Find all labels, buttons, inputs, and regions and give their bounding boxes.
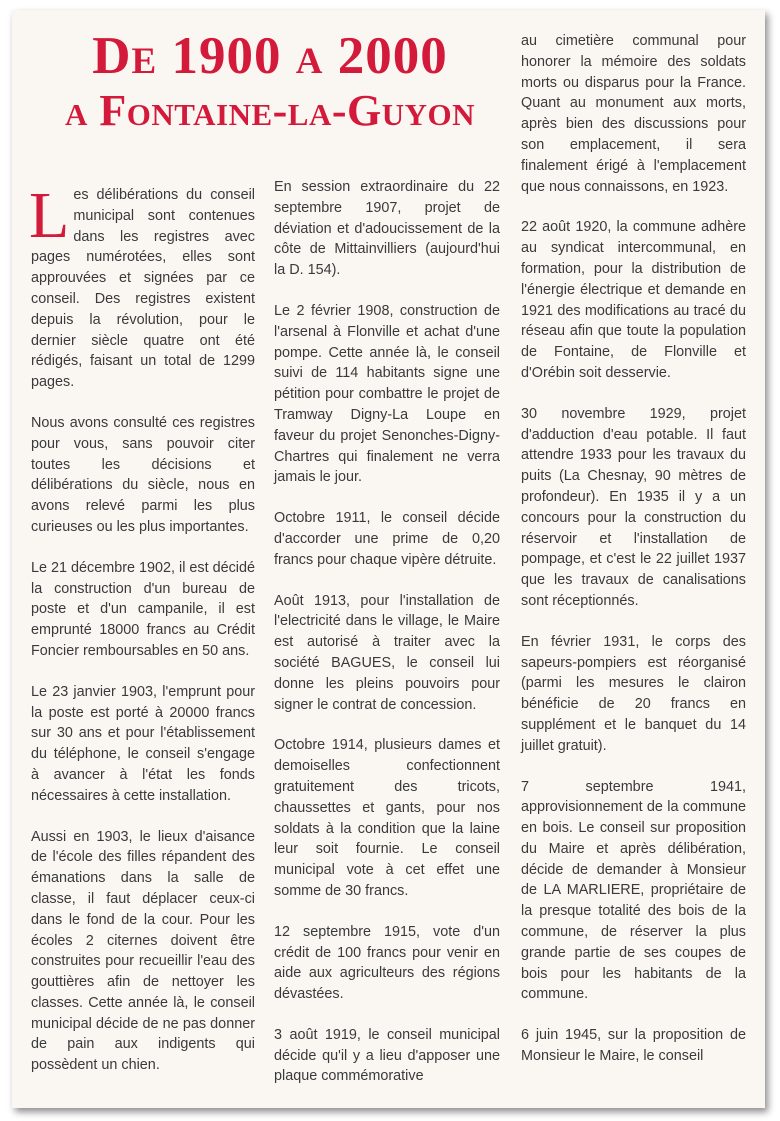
paragraph: 3 août 1919, le conseil municipal décide qu'il y a lieu d'apposer une plaque commémorative: [274, 1026, 500, 1085]
paragraph: 7 septembre 1941, approvisionnement de la commune en bois. Le conseil sur proposition du Maire et après délibération, décide de demander à Monsieur de LA MARLIERE, propriétaire de la presque totalité des bois de la commune, de réserver la plus grande partie de ses coupes de bois pour les habitants de la commune.: [521, 778, 746, 1003]
paragraph: Octobre 1914, plusieurs dames et demoiselles confectionnent gratuitement des tricots, chaussettes et gants, pour nos soldats à la condition que la laine leur soit fournie. Le conseil municipal vote à cet effet une somme de 30 francs.: [274, 737, 500, 899]
paragraph: au cimetière communal pour honorer la mémoire des soldats morts ou disparus pour la France. Quant au monument aux morts, après bien des discussions pour son emplacement, il sera finalement érigé à l'emplacement que nous connaissons, en 1923.: [521, 33, 746, 195]
paragraph: En session extraordinaire du 22 septembre 1907, projet de déviation et d'adoucissement de la côte de Mittainvilliers (aujourd'hui la D. 154).: [274, 179, 500, 279]
paragraph: Le 2 février 1908, construction de l'arsenal à Flonville et achat d'une pompe. Cette année là, le conseil suivi de 114 habitants signe une pétition pour combattre le projet de Tramway Digny-La Loupe en faveur du projet Senonches-Digny-Chartres qui finalement ne verra jamais le jour.: [274, 302, 500, 486]
paragraph: Aussi en 1903, le lieux d'aisance de l'école des filles répandent des émanations dans la salle de classe, il faut déplacer ceux-ci dans le fond de la cour. Pour les écoles 2 citernes doivent être construites pour recueillir l'eau des gouttières afin de nettoyer les classes. Cette année là, le conseil municipal décide de ne pas donner de pain aux indigents qui possèdent un chien.: [31, 828, 255, 1074]
paragraph: Octobre 1911, le conseil décide d'accorder une prime de 0,20 francs pour chaque vipère détruite.: [274, 510, 500, 568]
text-column-2: [274, 177, 500, 1107]
document-page: [12, 10, 765, 1108]
paragraph: 30 novembre 1929, projet d'adduction d'eau potable. Il faut attendre 1933 pour les travaux du puits (La Chesnay, 90 mètres de profondeur). En 1935 il y a un concours pour la construction du réservoir et l'installation de pompage, et c'est le 22 juillet 1937 que les travaux de canalisations sont réceptionnés.: [521, 405, 746, 609]
paragraph: Août 1913, pour l'installation de l'electricité dans le village, le Maire est autorisé à traiter avec la société BAGUES, le conseil lui donne les pleins pouvoirs pour signer le contrat de concession.: [274, 592, 500, 713]
page-title: [20, 27, 520, 135]
paragraph: En février 1931, le corps des sapeurs-pompiers est réorganisé (parmi les mesures le clairon bénéficie de 20 francs en supplément et le banquet du 14 juillet gratuit).: [521, 633, 746, 754]
intro-paragraph: [29, 179, 255, 393]
paragraph: 6 juin 1945, sur la proposition de Monsieur le Maire, le conseil: [521, 1027, 746, 1065]
paragraph: Nous avons consulté ces registres pour vous, sans pouvoir citer toutes les décisions et délibérations du siècle, nous en avons relevé parmi les plus curieuses ou les plus importantes.: [31, 414, 255, 535]
title-line-2: a Fontaine-la-Guyon: [64, 86, 476, 135]
drop-cap: L: [29, 179, 70, 252]
paragraph: Le 21 décembre 1902, il est décidé la construction d'un bureau de poste et d'un campanile, il est emprunté 18000 francs au Crédit Foncier remboursables en 50 ans.: [31, 559, 256, 659]
paragraph: 12 septembre 1915, vote d'un crédit de 100 francs pour venir en aide aux agriculteurs des régions dévastées.: [274, 923, 500, 1003]
paragraph: Le 23 janvier 1903, l'emprunt pour la poste est porté à 20000 francs sur 30 ans et pour l'établissement du téléphone, le conseil s'engage à avancer à l'état les fonds nécessaires à cette installation.: [31, 683, 255, 804]
paragraph: 22 août 1920, la commune adhère au syndicat intercommunal, en formation, pour la distribution de l'énergie électrique et demande en 1921 des modifications au tracé du réseau afin que toute la population de Fontaine, de Flonville et d'Orébin soit desservie.: [521, 219, 746, 381]
text-column-1: [29, 179, 256, 1096]
title-line-1: De 1900 a 2000: [92, 27, 448, 85]
intro-text: es délibérations du conseil municipal sont contenues dans les registres avec pages numérotées, elles sont approuvées et signées par ce conseil. Des registres existent depuis la révolution, pour le dernier siècle quatre ont été rédigés, faisant un total de 1299 pages.: [31, 187, 255, 391]
text-column-3: [521, 31, 746, 1087]
